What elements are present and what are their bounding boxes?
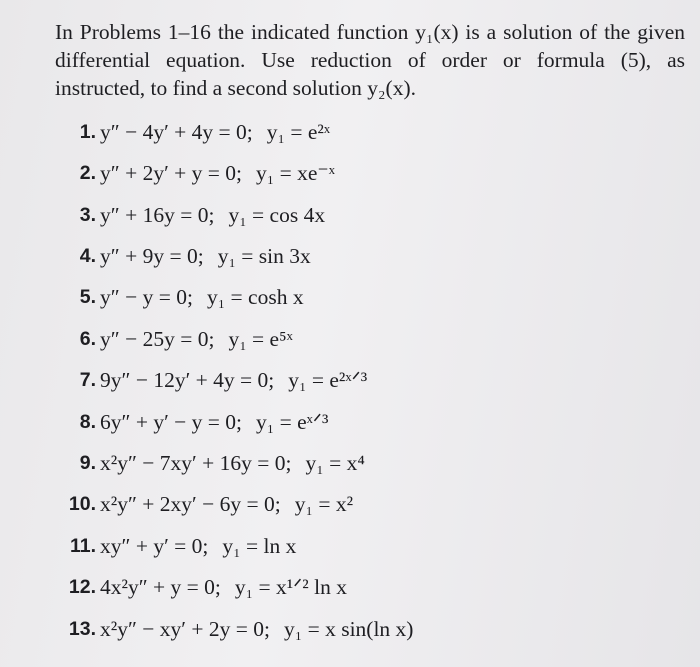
problem-number: 3.: [79, 204, 96, 226]
problem-solution: y₁ = x²: [294, 492, 354, 516]
problem-equation: y″ + 16y = 0;: [100, 203, 215, 227]
problem-solution: y₁ = e²ˣᐟ³: [288, 368, 368, 392]
problem-equation: 9y″ − 12y′ + 4y = 0;: [100, 368, 275, 392]
problem-number: 5.: [79, 286, 96, 308]
problem-equation: x²y″ + 2xy′ − 6y = 0;: [100, 492, 281, 516]
problem-item: [0, 365, 690, 395]
problem-number: 9.: [79, 452, 96, 474]
instructions-text: In Problems 1–16 the indicated function y₁(x) is a solution of the given differential equation. Use reduction of order or formula (5), as instructed, to find a second solution y₂(x).: [55, 20, 685, 100]
problem-solution: y₁ = cosh x: [206, 285, 304, 309]
problem-item: [0, 324, 690, 354]
problem-solution: y₁ = e⁵ˣ: [228, 327, 293, 351]
problem-item: [0, 614, 690, 644]
problem-item: [0, 241, 690, 271]
problem-equation: x²y″ − xy′ + 2y = 0;: [100, 617, 270, 641]
problem-equation: y″ − y = 0;: [100, 285, 193, 309]
problem-item: [0, 117, 690, 147]
problem-solution: y₁ = cos 4x: [228, 203, 326, 227]
problem-item: [0, 200, 690, 230]
problem-number: 7.: [79, 369, 96, 391]
problem-equation: x²y″ − 7xy′ + 16y = 0;: [100, 451, 292, 475]
problem-equation: y″ + 9y = 0;: [100, 244, 204, 268]
problem-solution: y₁ = x¹ᐟ² ln x: [234, 575, 347, 599]
problem-number: 11.: [69, 535, 96, 557]
problem-solution: y₁ = e²ˣ: [266, 120, 331, 144]
problem-equation: 4x²y″ + y = 0;: [100, 575, 221, 599]
problem-solution: y₁ = x⁴: [305, 451, 365, 475]
problem-item: [0, 448, 690, 478]
problem-equation: y″ + 2y′ + y = 0;: [100, 161, 243, 185]
problem-item: [0, 531, 690, 561]
problem-item: [0, 282, 690, 312]
problem-number: 1.: [79, 121, 96, 143]
problem-solution: y₁ = x sin(ln x): [283, 617, 414, 641]
problem-solution: y₁ = sin 3x: [217, 244, 311, 268]
problem-item: [0, 407, 690, 437]
problem-number: 13.: [68, 618, 96, 640]
problem-equation: xy″ + y′ = 0;: [100, 534, 209, 558]
problem-number: 12.: [68, 576, 96, 598]
problem-equation: y″ − 4y′ + 4y = 0;: [100, 120, 253, 144]
problem-item: [0, 489, 690, 519]
problem-solution: y₁ = ln x: [222, 534, 297, 558]
problem-solution: y₁ = xe⁻ˣ: [256, 161, 335, 185]
problem-item: [0, 158, 690, 188]
problem-item: [0, 572, 690, 602]
problem-solution: y₁ = eˣᐟ³: [256, 410, 329, 434]
problem-number: 10.: [68, 493, 96, 515]
problem-number: 8.: [79, 411, 96, 433]
problem-equation: y″ − 25y = 0;: [100, 327, 215, 351]
problem-equation: 6y″ + y′ − y = 0;: [100, 410, 243, 434]
problem-number: 6.: [79, 328, 96, 350]
problem-number: 2.: [79, 162, 96, 184]
problem-number: 4.: [79, 245, 96, 267]
